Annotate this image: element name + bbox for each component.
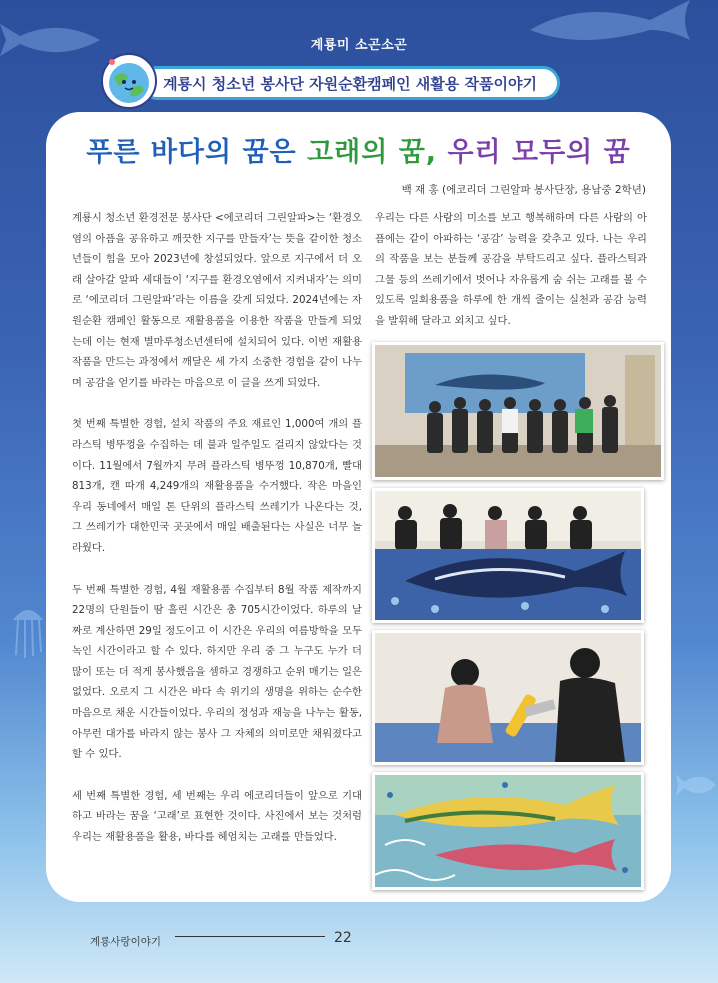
magazine-name: 계룡사랑이야기 [90,936,162,948]
mosaic-team-photo-image [375,491,641,620]
background-fish-icon [676,770,718,800]
left-column [72,208,362,869]
author-byline: 백 재 홍 (에코리더 그린알파 봉사단장, 용남중 2학년) [401,184,646,196]
banner-title [140,66,560,100]
group-photo [372,342,664,480]
mosaic-team-photo [372,488,644,623]
group-photo-image [375,345,661,477]
earth-mascot-icon [100,52,158,110]
glue-gun-work-photo-image [375,633,641,762]
headline-part-3: 우리 모두의 꿈 [447,137,631,168]
whale-mosaic-artwork-image [375,775,641,887]
headline-part-1: 푸른 바다의 꿈은 [86,137,308,168]
banner-title-text: 계룡시 청소년 봉사단 자원순환캠페인 새활용 작품이야기 [163,74,537,93]
headline-part-2: 고래의 꿈, [307,137,448,168]
paragraph-empathy: 우리는 다른 사람의 미소를 보고 행복해하며 다른 사람의 아픔에는 같이 아파하는 ‘공감’ 능력을 갖추고 있다. 나는 우리의 작품을 보는 분들께 공감을 부탁드리고 싶다. 플라스틱과 그물 등의 쓰레기에서 벗어나 자유롭게 숨 쉬는 고래를 볼 수 있도록 일회용품을 하루에 한 개씩 줄이는 실천과 공감 능력을 발휘해 달라고 외치고 싶다. [375,212,647,327]
whale-mosaic-artwork-photo [372,772,644,890]
page-number: 22 [334,930,352,946]
footer-divider [175,936,325,937]
background-jellyfish-icon [8,600,48,660]
paragraph-intro: 계룡시 청소년 환경전문 봉사단 <에코리더 그린알파>는 ‘환경오염의 아픔을 공유하고 깨끗한 지구를 만들자’는 뜻을 같이한 청소년들이 힘을 모아 2023년에 창설되었다. 앞으로 지구에서 더 오래 살아갈 알파 세대들이 ‘지구를 환경오염에서 지켜내자’는 의미로 ‘에코리더 그린알파’라는 이름을 갖게 되었다. 2024년에는 자원순환 캠페인 활동으로 재활용품을 이용한 작품을 만들게 되었는데 이는 현재 별마루청소년센터에 설치되어 있다. 이번 재활용 작품을 만드는 과정에서 깨달은 세 가지 소중한 경험을 같이 나누며 공감을 얻기를 바라는 마음으로 이 글을 쓰게 되었다. [72,212,362,389]
paragraph-first-experience: 첫 번째 특별한 경험, 설치 작품의 주요 재료인 1,000여 개의 플라스틱 병뚜껑을 수집하는 데 불과 일주일도 걸리지 않았다는 것이다. 11월에서 7월까지 무려 플라스틱 병뚜껑 10,870개, 빨대 813개, 캔 따개 4,249개의 재활용품을 수거했다. 작은 마을인 우리 동네에서 매일 톤 단위의 플라스틱 쓰레기가 나온다는 것, 그 쓰레기가 대한민국 곳곳에서 매일 배출된다는 사실은 너무 놀라웠다. [72,418,362,554]
section-label: 계룡미 소곤소곤 [310,38,408,53]
paragraph-third-experience: 세 번째 특별한 경험, 세 번째는 우리 에코리더들이 앞으로 기대하고 바라는 꿈을 ‘고래’로 표현한 것이다. 사진에서 보는 것처럼 우리는 재활용품을 활용, 바다를 헤엄치는 고래를 만들었다. [72,789,362,844]
paragraph-second-experience: 두 번째 특별한 경험, 4월 재활용품 수집부터 8월 작품 제작까지 22명의 단원들이 땀 흘린 시간은 총 705시간이었다. 하루의 날짜로 계산하면 29일 정도이고 이 시간은 우리의 여름방학을 모두 녹인 시간이라고 할 수 있다. 하지만 우리 중 그 누구도 누가 더 많이 또는 더 적게 봉사했음을 셈하고 경쟁하고 순위 매기는 일은 없었다. 오로지 그 시간은 바다 속 위기의 생명을 위하는 순수한 마음으로 채운 시간들이었다. 우리의 정성과 재능을 나누는 활동, 아무런 대가를 바라지 않는 봉사 그 자체의 의미로만 채워졌다고 할 수 있다. [72,583,362,761]
glue-gun-work-photo [372,630,644,765]
article-headline [46,130,671,169]
right-column [375,208,647,353]
